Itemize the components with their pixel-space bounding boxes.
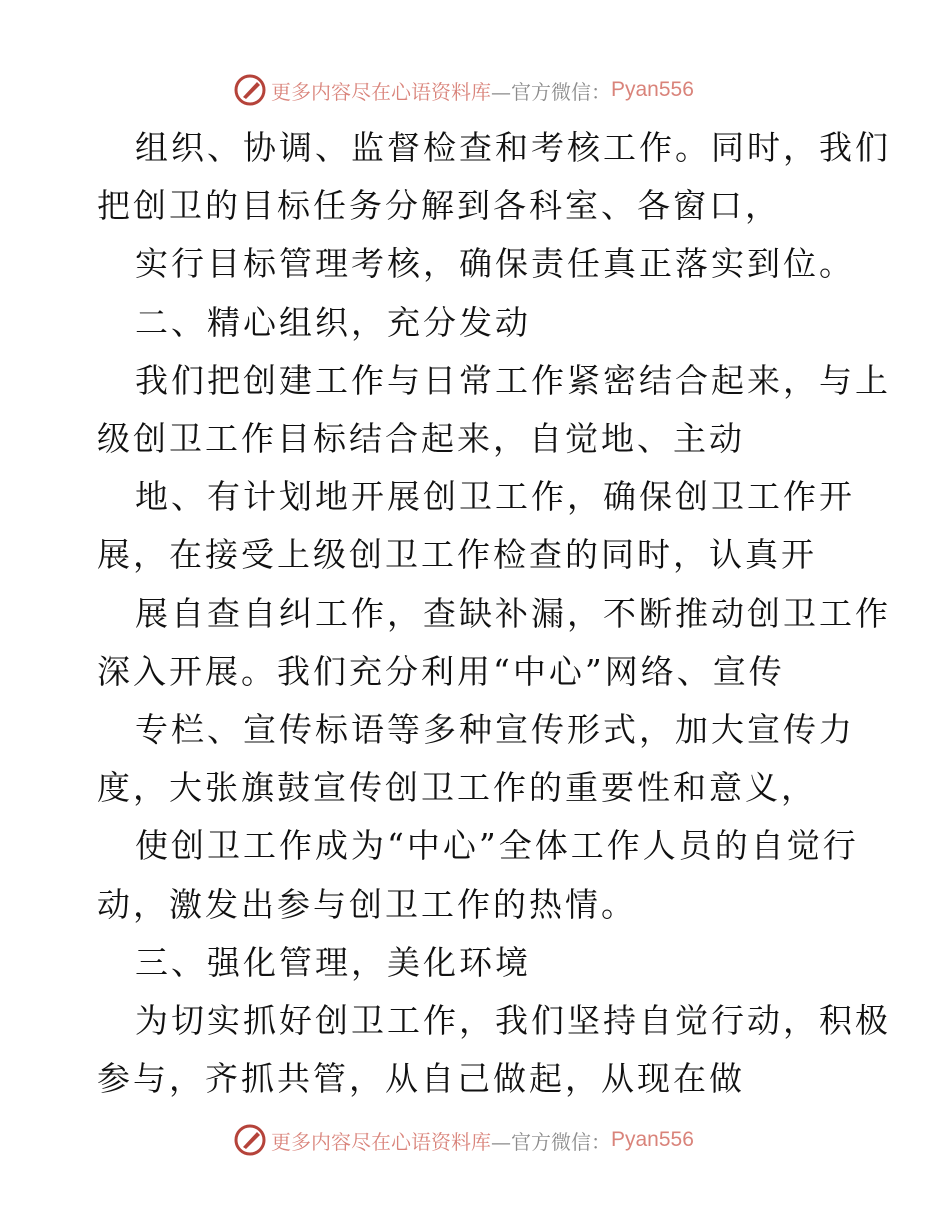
text-line: 参与，齐抓共管，从自己做起，从现在做 bbox=[97, 1059, 745, 1099]
text-line: 深入开展。我们充分利用“中心”网络、宣传 bbox=[97, 651, 785, 691]
text-line: 使创卫工作成为“中心”全体工作人员的自觉行 bbox=[135, 826, 859, 866]
text-line: 二、精心组织，充分发动 bbox=[135, 302, 531, 342]
watermark-wechat-id: Pyan556 bbox=[611, 78, 694, 101]
text-line: 组织、协调、监督检查和考核工作。同时，我们 bbox=[135, 128, 891, 167]
text-line: 级创卫工作目标结合起来，自觉地、主动 bbox=[97, 419, 745, 458]
text-line: 展，在接受上级创卫工作检查的同时，认真开 bbox=[97, 535, 817, 575]
footer-watermark bbox=[233, 1120, 694, 1160]
watermark-wechat-id: Pyan556 bbox=[611, 1128, 694, 1151]
text-line: 展自查自纠工作，查缺补漏，不断推动创卫工作 bbox=[135, 593, 891, 633]
watermark-text: 更多内容尽在心语资料库 bbox=[271, 79, 491, 104]
pen-logo-icon bbox=[233, 1123, 267, 1157]
pen-logo-icon bbox=[233, 73, 267, 107]
text-line: 实行目标管理考核，确保责任真正落实到位。 bbox=[135, 244, 855, 284]
text-line: 专栏、宣传标语等多种宣传形式，加大宣传力 bbox=[135, 710, 855, 749]
text-line: 我们把创建工作与日常工作紧密结合起来，与上 bbox=[135, 360, 891, 400]
text-line: 把创卫的目标任务分解到各科室、各窗口， bbox=[97, 186, 781, 226]
text-line: 为切实抓好创卫工作，我们坚持自觉行动，积极 bbox=[135, 1001, 891, 1040]
text-line: 三、强化管理，美化环境 bbox=[135, 942, 531, 982]
watermark-text: 更多内容尽在心语资料库 bbox=[271, 1129, 491, 1154]
watermark-label: —官方微信： bbox=[491, 1129, 611, 1154]
header-watermark bbox=[233, 70, 694, 110]
text-line: 动，激发出参与创卫工作的热情。 bbox=[97, 884, 637, 924]
text-line: 地、有计划地开展创卫工作，确保创卫工作开 bbox=[135, 477, 855, 517]
watermark-label: —官方微信： bbox=[491, 79, 611, 104]
text-line: 度，大张旗鼓宣传创卫工作的重要性和意义， bbox=[97, 768, 817, 808]
